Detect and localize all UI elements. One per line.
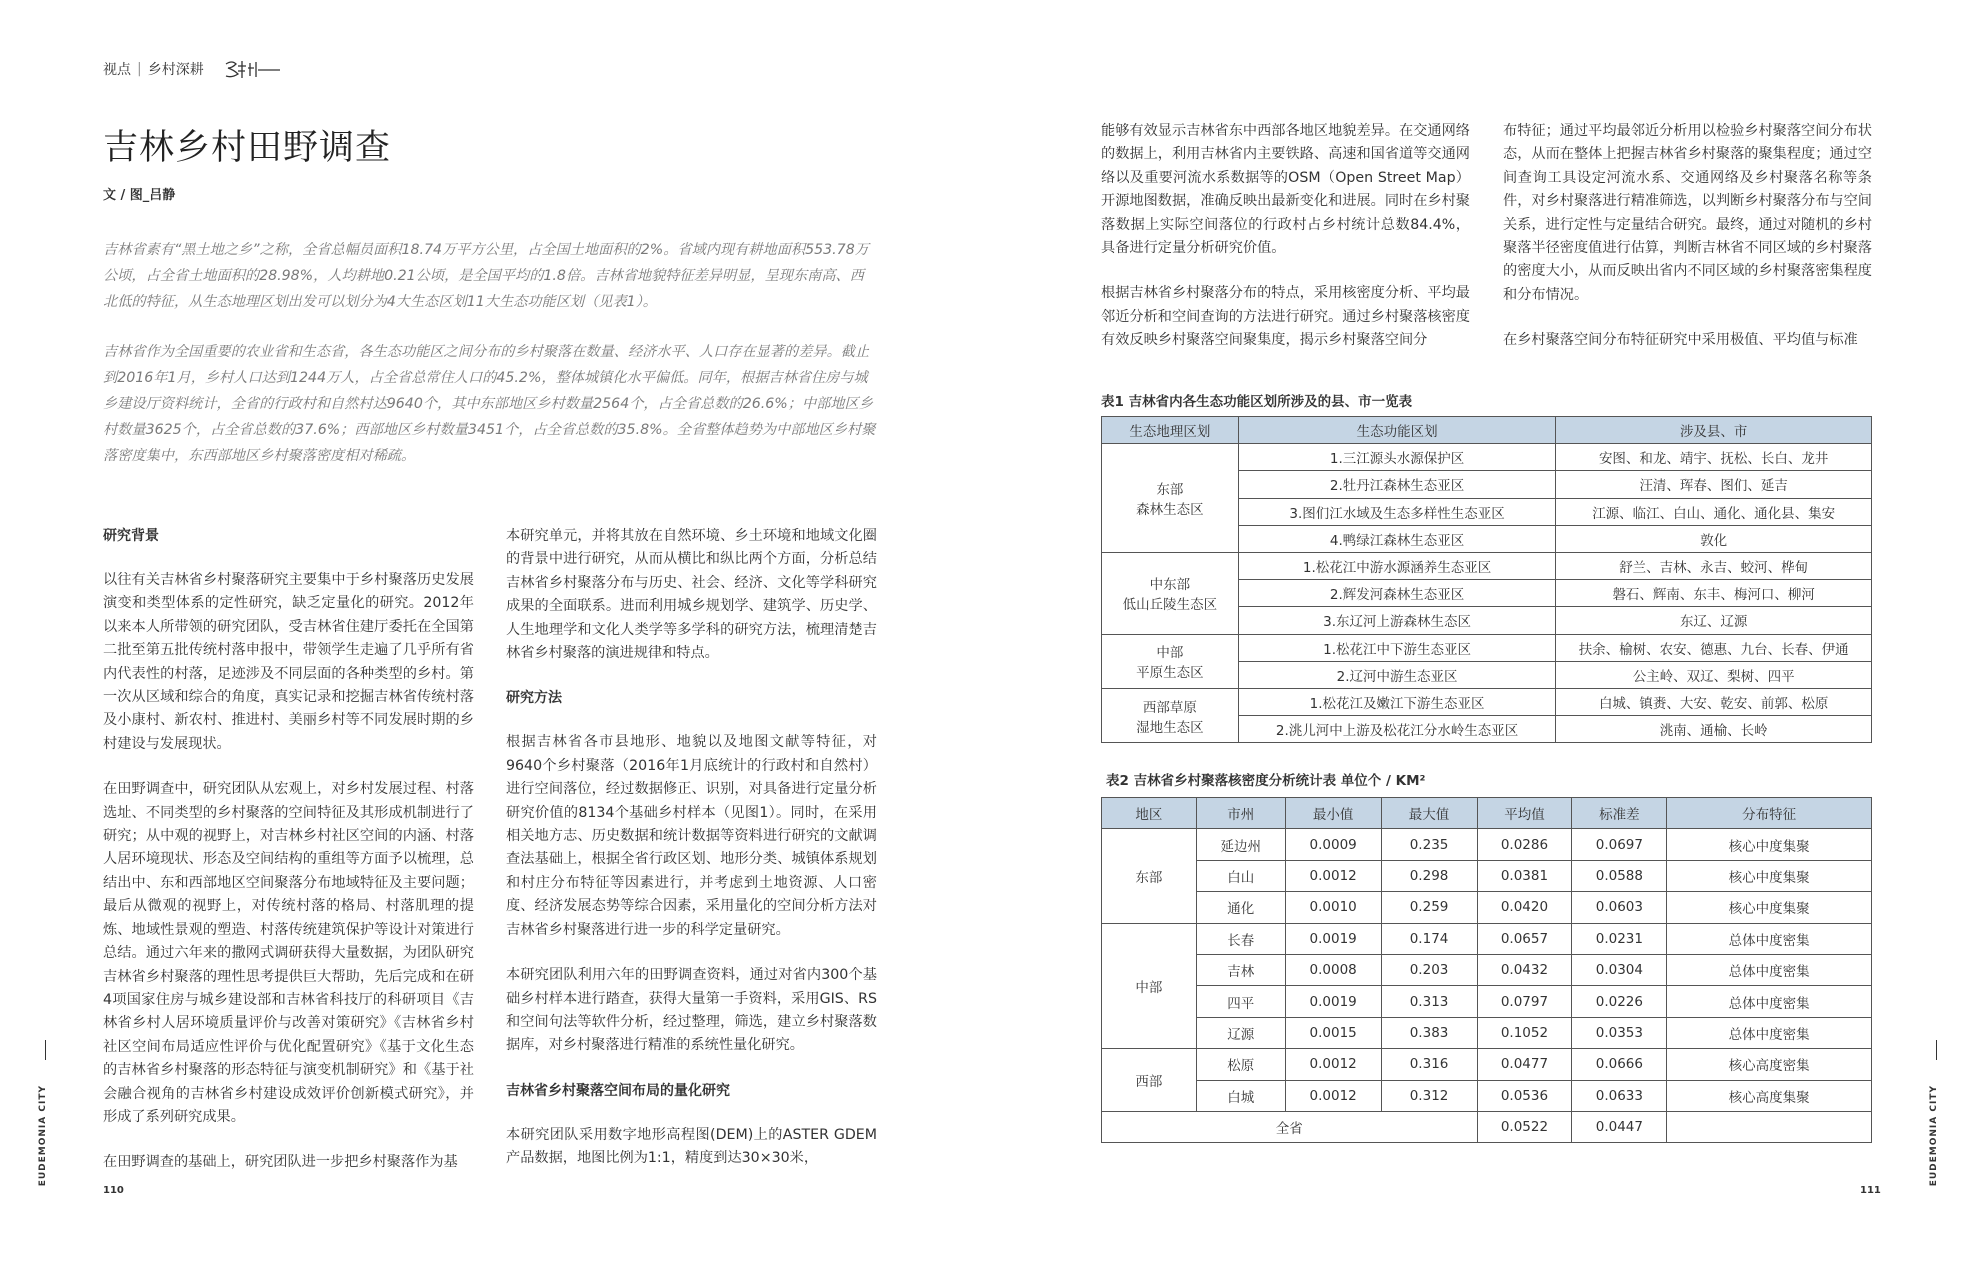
- table-row: [1102, 1017, 1872, 1048]
- side-rule: [1936, 1040, 1937, 1060]
- areas-cell: 磐石、辉南、东丰、梅河口、柳河: [1556, 580, 1872, 607]
- table-row: [1102, 860, 1872, 891]
- std-cell: 0.0353: [1572, 1017, 1667, 1048]
- page-number: 110: [103, 1185, 124, 1196]
- city-cell: 延边州: [1196, 829, 1285, 860]
- std-cell: 0.0603: [1572, 892, 1667, 923]
- section-heading: 研究方法: [506, 690, 562, 707]
- body-paragraph: 在田野调查的基础上，研究团队进一步把乡村聚落作为基: [103, 1154, 458, 1171]
- region-cell: 中部: [1102, 923, 1197, 1049]
- zone-cell: 3.东辽河上游森林生态区: [1238, 607, 1556, 634]
- min-cell: 0.0012: [1285, 1080, 1381, 1111]
- min-cell: 0.0019: [1285, 923, 1381, 954]
- section-heading: 吉林省乡村聚落空间布局的量化研究: [506, 1082, 730, 1099]
- std-cell: 0.0588: [1572, 860, 1667, 891]
- table-row: [1102, 986, 1872, 1017]
- column-label: 乡村深耕: [147, 62, 204, 78]
- body-paragraph: 布特征；通过平均最邻近分析用以检验乡村聚落空间分布状态，从而在整体上把握吉林省乡村聚落的聚集程度；通过空间查询工具设定河流水系、交通网络及乡村聚落名称等条件，对乡村聚落进行精准筛选，以判断乡村聚落分布与空间关系，进行定性与定量结合研究。最终，通过对随机的乡村聚落半径密度值进行估算，判断吉林省不同区域的乡村聚落的密度大小，从而反映出省内不同区域的乡村聚落密集程度和分布情况。: [1503, 123, 1872, 303]
- mean-cell: 0.0522: [1477, 1111, 1572, 1142]
- areas-cell: 扶余、榆树、农安、德惠、九台、长春、伊通: [1556, 634, 1872, 661]
- table-row: [1102, 444, 1872, 471]
- region-cell: 东部: [1102, 829, 1197, 923]
- total-label-cell: 全省: [1102, 1111, 1478, 1142]
- areas-cell: 白城、镇赉、大安、乾安、前郭、松原: [1556, 688, 1872, 715]
- distribution-cell: 总体中度密集: [1667, 954, 1872, 985]
- distribution-cell: 核心中度集聚: [1667, 860, 1872, 891]
- table-header-cell: 涉及县、市: [1556, 417, 1872, 444]
- max-cell: 0.312: [1381, 1080, 1477, 1111]
- city-cell: 四平: [1196, 986, 1285, 1017]
- max-cell: 0.259: [1381, 892, 1477, 923]
- std-cell: 0.0226: [1572, 986, 1667, 1017]
- distribution-cell: 核心中度集聚: [1667, 829, 1872, 860]
- table-caption: 表2 吉林省乡村聚落核密度分析统计表 单位个 / KM²: [1106, 773, 1426, 789]
- std-cell: 0.0231: [1572, 923, 1667, 954]
- city-cell: 松原: [1196, 1049, 1285, 1080]
- zone-cell: 1.松花江中下游生态亚区: [1238, 634, 1556, 661]
- region-cell: 西部: [1102, 1049, 1197, 1112]
- city-cell: 白城: [1196, 1080, 1285, 1111]
- areas-cell: 安图、和龙、靖宇、抚松、长白、龙井: [1556, 444, 1872, 471]
- areas-cell: 江源、临江、白山、通化、通化县、集安: [1556, 498, 1872, 525]
- body-paragraph: 能够有效显示吉林省东中西部各地区地貌差异。在交通网络的数据上，利用吉林省内主要铁路、高速和国省道等交通网络以及重要河流水系数据等的OSM（Open Street Map）开源地图数据，准确反映出最新变化和进展。同时在乡村聚落数据上实际空间落位的行政村占乡村统计总数84.4%，具备进行定量分析研究价值。: [1101, 123, 1470, 257]
- byline: 文 / 图_吕静: [103, 188, 176, 203]
- min-cell: 0.0010: [1285, 892, 1381, 923]
- body-paragraph: 本研究团队采用数字地形高程图(DEM)上的ASTER GDEM产品数据，地图比例为1:1，精度到达30×30米，: [506, 1126, 877, 1167]
- table-header-row: [1102, 417, 1872, 444]
- min-cell: 0.0008: [1285, 954, 1381, 985]
- mean-cell: 0.0657: [1477, 923, 1572, 954]
- table-row: [1102, 552, 1872, 579]
- min-cell: 0.0012: [1285, 860, 1381, 891]
- table-header-cell: 生态地理区划: [1102, 417, 1239, 444]
- table-header-cell: 分布特征: [1667, 798, 1872, 829]
- zone-cell: 2.辽河中游生态亚区: [1238, 661, 1556, 688]
- zone-cell: 2.辉发河森林生态亚区: [1238, 580, 1556, 607]
- intro-paragraph: 吉林省作为全国重要的农业省和生态省，各生态功能区之间分布的乡村聚落在数量、经济水平、人口存在显著的差异。截止到2016年1月，乡村人口达到1244万人，占全省总常住人口的45.2%，整体城镇化水平偏低。同年，根据吉林省住房与城乡建设厅资料统计，全省的行政村和自然村达9640个，其中东部地区乡村数量2564个，占全省总数的26.6%；中部地区乡村数量3625个，占全省总数的37.6%；西部地区乡村数量3451个，占全省总数的35.8%。全省整体趋势为中部地区乡村聚落密度集中，东西部地区乡村聚落密度相对稀疏。: [103, 344, 876, 464]
- running-header: [103, 58, 282, 80]
- max-cell: 0.174: [1381, 923, 1477, 954]
- mean-cell: 0.0381: [1477, 860, 1572, 891]
- max-cell: 0.203: [1381, 954, 1477, 985]
- body-paragraph: 本研究单元，并将其放在自然环境、乡土环境和地域文化圈的背景中进行研究，从而从横比和纵比两个方面，分析总结吉林省乡村聚落分布与历史、社会、经济、文化等学科研究成果的全面联系。进而利用城乡规划学、建筑学、历史学、人生地理学和文化人类学等多学科的研究方法，梳理清楚吉林省乡村聚落的演进规律和特点。: [506, 528, 877, 662]
- density-statistics-table: [1101, 797, 1872, 1143]
- section-heading: 研究背景: [103, 528, 159, 544]
- distribution-cell: 总体中度密集: [1667, 923, 1872, 954]
- column-c: [1101, 120, 1470, 353]
- table-row: [1102, 1080, 1872, 1111]
- column-logo-icon: [222, 58, 282, 80]
- ecological-zone-table: [1101, 416, 1872, 743]
- std-cell: 0.0697: [1572, 829, 1667, 860]
- article-title: 吉林乡村田野调查: [103, 128, 392, 168]
- table-header-cell: 最大值: [1381, 798, 1477, 829]
- areas-cell: 汪清、珲春、图们、延吉: [1556, 471, 1872, 498]
- areas-cell: 东辽、辽源: [1556, 607, 1872, 634]
- region-cell: 中东部 低山丘陵生态区: [1102, 552, 1239, 634]
- zone-cell: 1.松花江及嫩江下游生态亚区: [1238, 688, 1556, 715]
- areas-cell: 洮南、通榆、长岭: [1556, 716, 1872, 743]
- city-cell: 辽源: [1196, 1017, 1285, 1048]
- table-header-cell: 生态功能区划: [1238, 417, 1556, 444]
- table-row: [1102, 923, 1872, 954]
- mean-cell: 0.1052: [1477, 1017, 1572, 1048]
- table-row: [1102, 634, 1872, 661]
- body-paragraph: 本研究团队利用六年的田野调查资料，通过对省内300个基础乡村样本进行踏查，获得大量第一手资料，采用GIS、RS和空间句法等软件分析，经过整理，筛选，建立乡村聚落数据库，对乡村聚落进行精准的系统性量化研究。: [506, 967, 877, 1054]
- zone-cell: 2.牡丹江森林生态亚区: [1238, 471, 1556, 498]
- body-paragraph: 根据吉林省乡村聚落分布的特点，采用核密度分析、平均最邻近分析和空间查询的方法进行研究。通过乡村聚落核密度有效反映乡村聚落空间聚集度，揭示乡村聚落空间分: [1101, 285, 1470, 349]
- region-cell: 西部草原 湿地生态区: [1102, 688, 1239, 742]
- table-row: [1102, 688, 1872, 715]
- body-paragraph: 根据吉林省各市县地形、地貌以及地图文献等特征，对9640个乡村聚落（2016年1月底统计的行政村和自然村）进行空间落位，经过数据修正、识别，对具备进行定量分析研究价值的8134个基础乡村样本（见图1）。同时，在采用相关地方志、历史数据和统计数据等资料进行研究的文献调查法基础上，根据全省行政区划、地形分类、城镇体系规划和村庄分布特征等因素进行，并考虑到土地资源、人口密度、经济发展态势等综合因素，采用量化的空间分析方法对吉林省乡村聚落进行进一步的科学定量研究。: [506, 734, 877, 938]
- table-header-row: [1102, 798, 1872, 829]
- std-cell: 0.0666: [1572, 1049, 1667, 1080]
- side-label: EUDEMONIA CITY: [1929, 1085, 1939, 1187]
- column-a: [103, 525, 474, 1175]
- zone-cell: 3.图们江水域及生态多样性生态亚区: [1238, 498, 1556, 525]
- table-header-cell: 地区: [1102, 798, 1197, 829]
- mean-cell: 0.0432: [1477, 954, 1572, 985]
- body-paragraph: 在田野调查中，研究团队从宏观上，对乡村发展过程、村落选址、不同类型的乡村聚落的空间特征及其形成机制进行了研究；从中观的视野上，对吉林乡村社区空间的内涵、村落人居环境现状、形态及空间结构的重组等方面予以梳理，总结出中、东和西部地区空间聚落分布地域特征及主要问题；最后从微观的视野上，对传统村落的格局、村落肌理的提炼、地域性景观的塑造、村落传统建筑保护等设计对策进行总结。通过六年来的撒网式调研获得大量数据，为团队研究吉林省乡村聚落的理性思考提供巨大帮助，先后完成和在研4项国家住房与城乡建设部和吉林省科技厅的科研项目《吉林省乡村人居环境质量评价与改善对策研究》《吉林省乡村社区空间布局适应性评价与优化配置研究》《基于文化生态的吉林省乡村聚落的形态特征与演变机制研究》和《基于社会融合视角的吉林省乡村建设成效评价创新模式研究》，并形成了系列研究成果。: [103, 781, 474, 1125]
- body-paragraph: 在乡村聚落空间分布特征研究中采用极值、平均值与标准: [1503, 332, 1858, 349]
- zone-cell: 4.鸭绿江森林生态亚区: [1238, 525, 1556, 552]
- table-row: [1102, 1049, 1872, 1080]
- body-paragraph: 以往有关吉林省乡村聚落研究主要集中于乡村聚落历史发展演变和类型体系的定性研究，缺乏定量化的研究。2012年以来本人所带领的研究团队，受吉林省住建厅委托在全国第二批至第五批传统村落申报中，带领学生走遍了几乎所有省内代表性的村落，足迹涉及不同层面的各种类型的乡村。第一次从区域和综合的角度，真实记录和挖掘吉林省传统村落及小康村、新农村、推进村、美丽乡村等不同发展时期的乡村建设与发展现状。: [103, 572, 474, 752]
- distribution-cell: 核心高度集聚: [1667, 1080, 1872, 1111]
- zone-cell: 2.洮儿河中上游及松花江分水岭生态亚区: [1238, 716, 1556, 743]
- zone-cell: 1.松花江中游水源涵养生态亚区: [1238, 552, 1556, 579]
- table-header-cell: 平均值: [1477, 798, 1572, 829]
- mean-cell: 0.0420: [1477, 892, 1572, 923]
- areas-cell: 敦化: [1556, 525, 1872, 552]
- mean-cell: 0.0536: [1477, 1080, 1572, 1111]
- max-cell: 0.235: [1381, 829, 1477, 860]
- areas-cell: 公主岭、双辽、梨树、四平: [1556, 661, 1872, 688]
- city-cell: 白山: [1196, 860, 1285, 891]
- std-cell: 0.0304: [1572, 954, 1667, 985]
- table-header-cell: 标准差: [1572, 798, 1667, 829]
- distribution-cell: 总体中度密集: [1667, 986, 1872, 1017]
- table-caption: 表1 吉林省内各生态功能区划所涉及的县、市一览表: [1101, 394, 1413, 410]
- distribution-cell: 核心高度密集: [1667, 1049, 1872, 1080]
- city-cell: 长春: [1196, 923, 1285, 954]
- zone-cell: 1.三江源头水源保护区: [1238, 444, 1556, 471]
- city-cell: 通化: [1196, 892, 1285, 923]
- side-rule: [45, 1040, 46, 1060]
- min-cell: 0.0015: [1285, 1017, 1381, 1048]
- empty-cell: [1667, 1111, 1872, 1142]
- areas-cell: 舒兰、吉林、永吉、蛟河、桦甸: [1556, 552, 1872, 579]
- min-cell: 0.0009: [1285, 829, 1381, 860]
- section-label: 视点: [103, 62, 131, 78]
- table-row: [1102, 829, 1872, 860]
- max-cell: 0.298: [1381, 860, 1477, 891]
- distribution-cell: 总体中度密集: [1667, 1017, 1872, 1048]
- table-header-cell: 市州: [1196, 798, 1285, 829]
- std-cell: 0.0633: [1572, 1080, 1667, 1111]
- min-cell: 0.0012: [1285, 1049, 1381, 1080]
- mean-cell: 0.0477: [1477, 1049, 1572, 1080]
- table-row: [1102, 892, 1872, 923]
- min-cell: 0.0019: [1285, 986, 1381, 1017]
- max-cell: 0.313: [1381, 986, 1477, 1017]
- mean-cell: 0.0797: [1477, 986, 1572, 1017]
- header-separator: |: [137, 61, 142, 77]
- table-total-row: [1102, 1111, 1872, 1142]
- page-number: 111: [1860, 1185, 1881, 1196]
- max-cell: 0.383: [1381, 1017, 1477, 1048]
- mean-cell: 0.0286: [1477, 829, 1572, 860]
- column-b: [506, 525, 877, 1171]
- max-cell: 0.316: [1381, 1049, 1477, 1080]
- column-d: [1503, 120, 1872, 353]
- side-label: EUDEMONIA CITY: [38, 1085, 48, 1187]
- table-header-cell: 最小值: [1285, 798, 1381, 829]
- city-cell: 吉林: [1196, 954, 1285, 985]
- region-cell: 东部 森林生态区: [1102, 444, 1239, 553]
- std-cell: 0.0447: [1572, 1111, 1667, 1142]
- distribution-cell: 核心中度集聚: [1667, 892, 1872, 923]
- intro-paragraph: 吉林省素有“黑土地之乡”之称，全省总幅员面积18.74万平方公里，占全国土地面积的2%。省域内现有耕地面积553.78万公顷，占全省土地面积的28.98%，人均耕地0.21公顷，是全国平均的1.8倍。吉林省地貌特征差异明显，呈现东南高、西北低的特征，从生态地理区划出发可以划分为4大生态区划11大生态功能区划（见表1）。: [103, 242, 869, 310]
- region-cell: 中部 平原生态区: [1102, 634, 1239, 688]
- table-row: [1102, 954, 1872, 985]
